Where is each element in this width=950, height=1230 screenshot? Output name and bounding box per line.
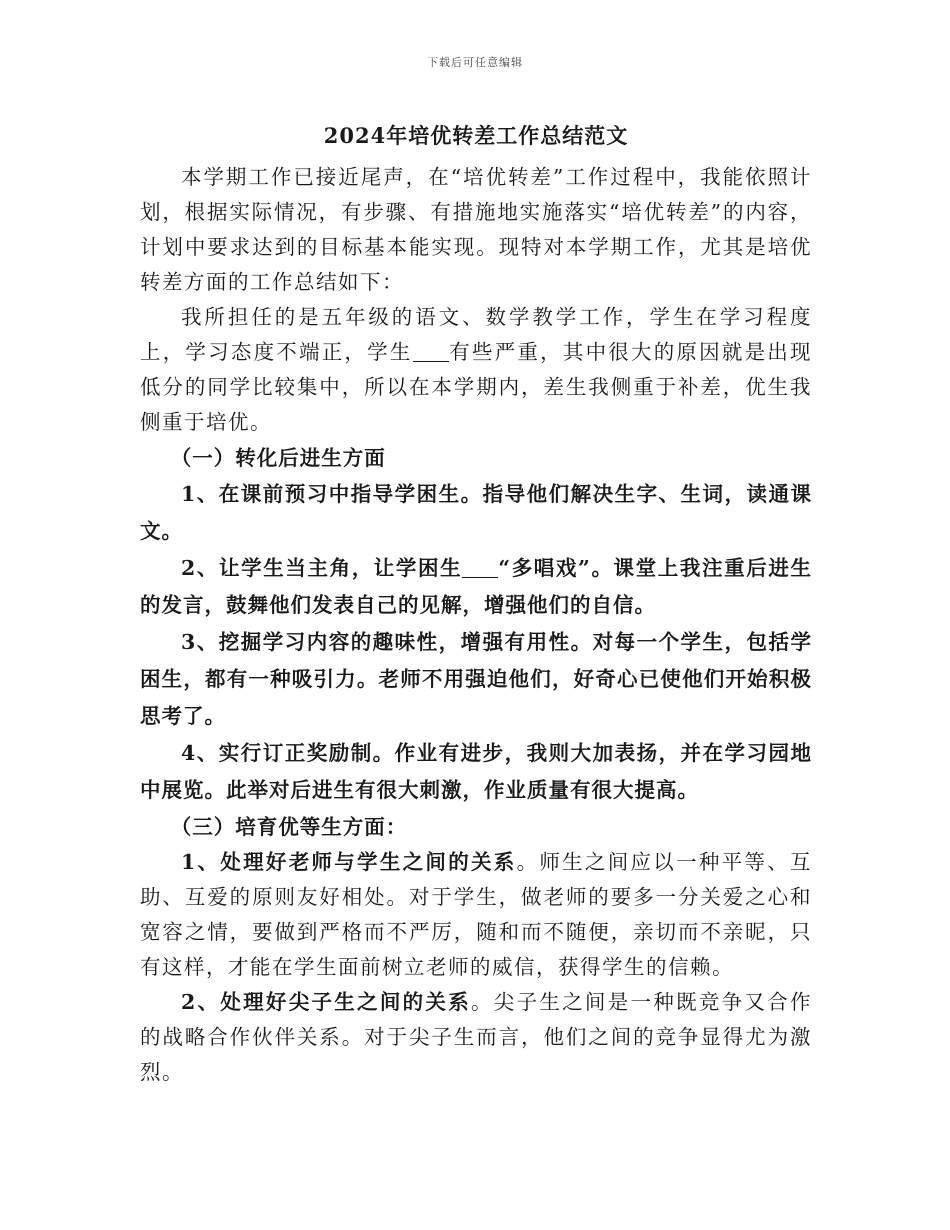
- section3-item-1-lead: 1、处理好老师与学生之间的关系: [181, 850, 517, 874]
- section3-item-1: [140, 845, 812, 985]
- section3-item-2-lead: 2、处理好尖子生之间的关系: [181, 990, 471, 1014]
- document-body: [140, 118, 812, 1090]
- section1-item-2: [140, 550, 812, 624]
- section1-item-2-part1: 2、让学生当主角，让学困生: [181, 556, 463, 580]
- section3-item-2: [140, 985, 812, 1090]
- fill-blank: [413, 341, 449, 363]
- section3-heading: （三）培育优等生方面：: [170, 815, 408, 839]
- fill-blank: [462, 557, 498, 579]
- section1-item-4: 4、实行订正奖励制。作业有进步，我则大加表扬，并在学习园地中展览。此举对后进生有很大刺激，作业质量有很大提高。: [140, 741, 812, 802]
- section1-item-1: 1、在课前预习中指导学困生。指导他们解决生字、生词，读通课文。: [140, 482, 812, 543]
- section1-heading: （一）转化后进生方面: [170, 446, 386, 470]
- section3-item-2-body: 。尖子生之间是一种既竞争又合作的战略合作伙伴关系。对于尖子生而言，他们之间的竞争显得尤为激烈。: [140, 990, 813, 1084]
- document-title: 2024年培优转差工作总结范文: [323, 123, 629, 148]
- context-paragraph: [140, 300, 812, 440]
- section3-item-1-body: 。师生之间应以一种平等、互助、互爱的原则友好相处。对于学生，做老师的要多一分关爱之心和宽容之情，要做到严格而不严厉，随和而不随便，亲切而不亲昵，只有这样，才能在学生面前树立老师的威信，获得学生的信赖。: [140, 850, 812, 979]
- section1-item-2-part2: “多唱戏”。课堂上我注重后进生的发言，鼓舞他们发表自己的见解，增强他们的自信。: [140, 556, 812, 617]
- context-text-part2: 有些严重，其中很大的原因就是出现低分的同学比较集中，所以在本学期内，差生我侧重于补差，优生我侧重于培优。: [140, 340, 813, 434]
- header-note: 下载后可任意编辑: [427, 56, 523, 69]
- intro-paragraph: 本学期工作已接近尾声，在“培优转差”工作过程中，我能依照计划，根据实际情况，有步骤、有措施地实施落实“培优转差”的内容，计划中要求达到的目标基本能实现。现特对本学期工作，尤其是培优转差方面的工作总结如下：: [140, 165, 812, 294]
- context-text-part1: 我所担任的是五年级的语文、数学教学工作，学生在学习程度上，学习态度不端正，学生: [140, 305, 812, 364]
- section1-item-3: 3、挖掘学习内容的趣味性，增强有用性。对每一个学生，包括学困生，都有一种吸引力。老师不用强迫他们，好奇心已使他们开始积极思考了。: [140, 630, 812, 728]
